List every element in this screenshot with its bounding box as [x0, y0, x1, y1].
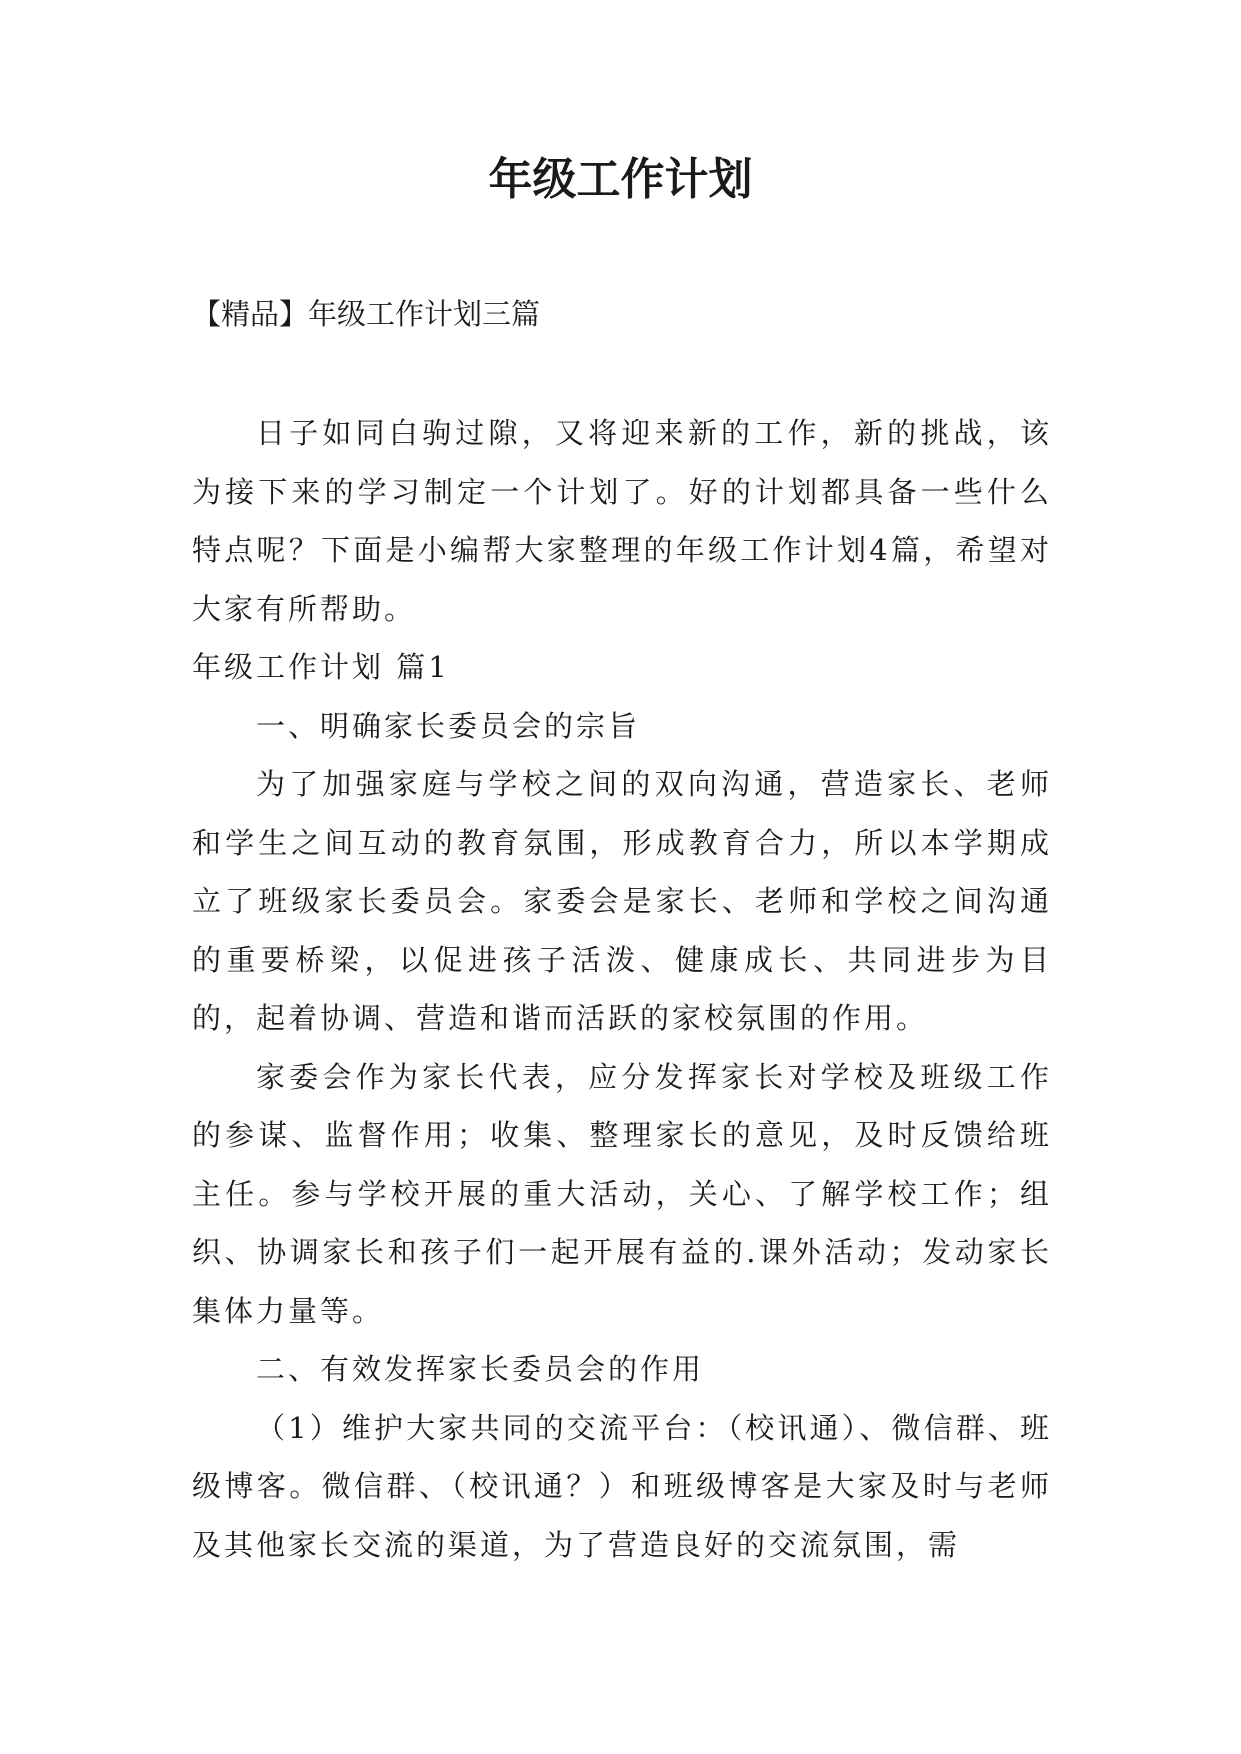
body-paragraph-3: （1）维护大家共同的交流平台：（校讯通）、微信群、班级博客。微信群、（校讯通？）和班级博客是大家及时与老师及其他家长交流的渠道，为了营造良好的交流氛围，需 [192, 1410, 1052, 1562]
body-paragraph-1: 为了加强家庭与学校之间的双向沟通，营造家长、老师和学生之间互动的教育氛围，形成教育合力，所以本学期成立了班级家长委员会。家委会是家长、老师和学校之间沟通的重要桥梁，以促进孩子活泼、健康成长、共同进步为目的，起着协调、营造和谐而活跃的家校氛围的作用。 [192, 767, 1052, 1035]
document-body [192, 404, 1052, 1574]
section-heading-2: 二、有效发挥家长委员会的作用 [256, 1352, 705, 1386]
intro-paragraph: 日子如同白驹过隙，又将迎来新的工作，新的挑战，该为接下来的学习制定一个计划了。好的计划都具备一些什么特点呢？下面是小编帮大家整理的年级工作计划4篇，希望对大家有所帮助。 [192, 416, 1052, 626]
section-title: 年级工作计划 篇1 [192, 650, 450, 684]
body-paragraph-2: 家委会作为家长代表，应分发挥家长对学校及班级工作的参谋、监督作用；收集、整理家长的意见，及时反馈给班主任。参与学校开展的重大活动，关心、了解学校工作；组织、协调家长和孩子们一起开展有益的.课外活动；发动家长集体力量等。 [192, 1059, 1052, 1328]
document-title: 年级工作计划 [488, 154, 753, 205]
section-heading-1: 一、明确家长委员会的宗旨 [256, 708, 641, 743]
document-subtitle: 【精品】年级工作计划三篇 [192, 297, 541, 331]
